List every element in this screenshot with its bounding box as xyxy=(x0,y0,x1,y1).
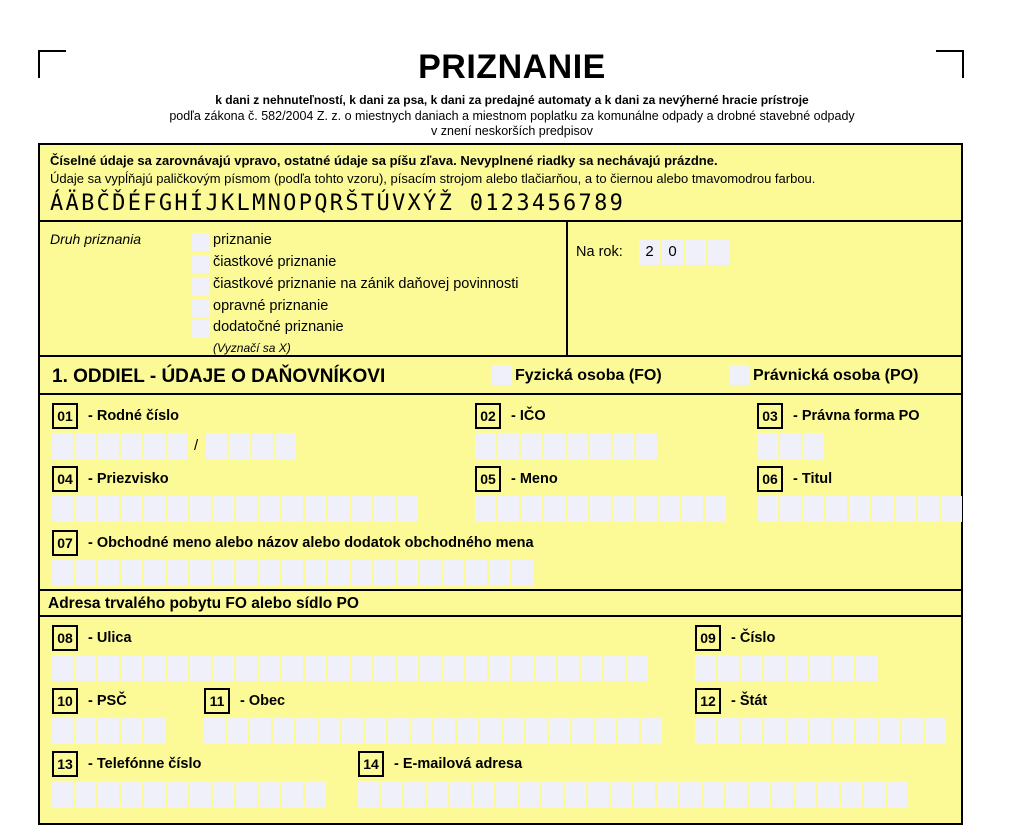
character-cell[interactable] xyxy=(397,560,418,586)
character-cell[interactable] xyxy=(810,718,831,744)
character-cell[interactable] xyxy=(420,655,441,681)
character-cell[interactable] xyxy=(121,433,142,459)
character-cell[interactable] xyxy=(496,781,517,807)
field-number-03: 03 xyxy=(757,403,783,429)
character-cell[interactable] xyxy=(475,496,496,522)
character-cell[interactable] xyxy=(305,781,326,807)
field-number-07: 07 xyxy=(52,530,78,556)
postal-code-label: - PSČ xyxy=(88,693,127,709)
character-cell[interactable] xyxy=(52,496,73,522)
character-cell[interactable] xyxy=(833,718,854,744)
declaration-option-label: čiastkové priznanie xyxy=(213,254,337,270)
character-cell[interactable] xyxy=(144,781,165,807)
legal-form-label: - Právna forma PO xyxy=(793,408,920,424)
character-cell[interactable] xyxy=(144,655,165,681)
character-cell[interactable] xyxy=(144,718,165,744)
ico-input[interactable] xyxy=(475,433,659,459)
character-cell[interactable] xyxy=(849,496,870,522)
character-cell[interactable] xyxy=(427,781,448,807)
character-cell[interactable] xyxy=(475,433,496,459)
character-cell[interactable] xyxy=(75,560,96,586)
field-number-14: 14 xyxy=(358,751,384,777)
form-title: PRIZNANIE xyxy=(418,48,606,86)
first-name-input[interactable] xyxy=(475,496,728,522)
first-name-label: - Meno xyxy=(511,471,558,487)
character-cell[interactable] xyxy=(259,496,280,522)
address-header xyxy=(38,589,963,617)
character-cell[interactable] xyxy=(121,718,142,744)
character-cell[interactable] xyxy=(98,496,119,522)
character-cell[interactable] xyxy=(328,560,349,586)
character-cell[interactable] xyxy=(818,781,839,807)
birth-number-label: - Rodné číslo xyxy=(88,408,180,424)
character-cell[interactable] xyxy=(236,496,257,522)
character-cell[interactable] xyxy=(466,560,487,586)
character-cell[interactable] xyxy=(229,433,250,459)
character-cell[interactable] xyxy=(826,496,847,522)
character-cell[interactable] xyxy=(872,496,893,522)
natural-person-label: Fyzická osoba (FO) xyxy=(515,367,662,384)
declaration-divider xyxy=(566,222,568,355)
character-cell[interactable] xyxy=(535,655,556,681)
declaration-option-label: opravné priznanie xyxy=(213,298,329,314)
field-number-13: 13 xyxy=(52,751,78,777)
character-cell[interactable] xyxy=(498,496,519,522)
character-cell[interactable] xyxy=(98,655,119,681)
character-cell[interactable] xyxy=(351,560,372,586)
character-cell[interactable] xyxy=(695,718,716,744)
field-number-11: 11 xyxy=(204,688,230,714)
business-name-input[interactable] xyxy=(52,560,535,586)
character-cell[interactable] xyxy=(121,655,142,681)
character-cell[interactable] xyxy=(741,718,762,744)
character-cell[interactable] xyxy=(803,496,824,522)
character-cell[interactable] xyxy=(544,433,565,459)
character-cell[interactable] xyxy=(636,433,657,459)
character-cell[interactable] xyxy=(443,560,464,586)
character-cell[interactable] xyxy=(397,655,418,681)
character-cell[interactable] xyxy=(98,718,119,744)
character-cell[interactable] xyxy=(764,655,785,681)
character-cell[interactable] xyxy=(98,560,119,586)
email-label: - E-mailová adresa xyxy=(394,756,523,772)
character-cell[interactable] xyxy=(52,781,73,807)
character-cell[interactable] xyxy=(489,655,510,681)
municipality-label: - Obec xyxy=(240,693,286,709)
legal-person-label: Právnická osoba (PO) xyxy=(753,367,919,384)
character-cell[interactable] xyxy=(259,781,280,807)
character-cell[interactable] xyxy=(388,718,409,744)
character-cell[interactable] xyxy=(703,781,724,807)
character-cell[interactable] xyxy=(144,433,165,459)
character-cell[interactable] xyxy=(590,496,611,522)
phone-label: - Telefónne číslo xyxy=(88,756,202,772)
character-cell[interactable] xyxy=(544,496,565,522)
title-label: - Titul xyxy=(793,471,833,487)
title-input[interactable] xyxy=(757,496,964,522)
character-cell[interactable] xyxy=(749,781,770,807)
character-cell[interactable] xyxy=(206,433,227,459)
character-cell[interactable] xyxy=(613,433,634,459)
character-cell[interactable] xyxy=(879,718,900,744)
character-cell[interactable] xyxy=(526,718,547,744)
form-subtitle: k dani z nehnuteľností, k dani za psa, k dani za predajné automaty a k dani za nevýherné hracie prístroje xyxy=(215,93,809,107)
character-cell[interactable] xyxy=(319,718,340,744)
character-cell[interactable] xyxy=(519,781,540,807)
character-cell[interactable] xyxy=(641,718,662,744)
instructions-line-1: Číselné údaje sa zarovnávajú vpravo, ostatné údaje sa píšu zľava. Nevyplnené riadky sa nechávajú prázdne. xyxy=(50,153,718,168)
character-cell[interactable] xyxy=(682,496,703,522)
character-cell[interactable] xyxy=(521,496,542,522)
character-cell[interactable] xyxy=(98,433,119,459)
character-cell[interactable] xyxy=(565,781,586,807)
character-cell[interactable] xyxy=(365,718,386,744)
character-cell[interactable] xyxy=(567,496,588,522)
character-cell[interactable] xyxy=(227,718,248,744)
year-digit[interactable] xyxy=(708,239,729,265)
declaration-section xyxy=(38,220,963,357)
character-cell[interactable] xyxy=(787,718,808,744)
legal-form-input[interactable] xyxy=(757,433,826,459)
declaration-option-checkbox[interactable] xyxy=(192,320,210,338)
email-input[interactable] xyxy=(358,781,910,807)
character-cell[interactable] xyxy=(627,655,648,681)
year-digit[interactable] xyxy=(685,239,706,265)
character-cell[interactable] xyxy=(925,718,946,744)
character-cell[interactable] xyxy=(190,560,211,586)
character-cell[interactable] xyxy=(634,781,655,807)
birth-number-part-1-input[interactable] xyxy=(52,433,190,459)
character-cell[interactable] xyxy=(121,781,142,807)
character-cell[interactable] xyxy=(659,496,680,522)
character-cell[interactable] xyxy=(480,718,501,744)
character-cell[interactable] xyxy=(718,655,739,681)
declaration-option-label: dodatočné priznanie xyxy=(213,319,344,335)
character-cell[interactable] xyxy=(52,655,73,681)
surname-input[interactable] xyxy=(52,496,420,522)
field-number-06: 06 xyxy=(757,466,783,492)
character-cell[interactable] xyxy=(512,655,533,681)
house-number-input[interactable] xyxy=(695,655,879,681)
state-label: - Štát xyxy=(731,693,768,709)
character-cell[interactable] xyxy=(98,781,119,807)
field-number-12: 12 xyxy=(695,688,721,714)
character-cell[interactable] xyxy=(780,433,801,459)
character-cell[interactable] xyxy=(856,655,877,681)
birth-number-part-2-input[interactable] xyxy=(206,433,298,459)
character-cell[interactable] xyxy=(167,433,188,459)
form-amendments: v znení neskorších predpisov xyxy=(431,124,593,138)
character-cell[interactable] xyxy=(190,781,211,807)
character-cell[interactable] xyxy=(695,655,716,681)
character-cell[interactable] xyxy=(810,655,831,681)
character-cell[interactable] xyxy=(772,781,793,807)
natural-person-checkbox[interactable] xyxy=(492,365,512,385)
handwriting-sample: ÁÄBČĎÉFGHÍJKLMNOPQRŠTÚVXÝŽ 0123456789 xyxy=(50,191,626,216)
character-cell[interactable] xyxy=(342,718,363,744)
character-cell[interactable] xyxy=(443,655,464,681)
character-cell[interactable] xyxy=(613,496,634,522)
character-cell[interactable] xyxy=(595,718,616,744)
character-cell[interactable] xyxy=(275,433,296,459)
form-law-reference: podľa zákona č. 582/2004 Z. z. o miestnych daniach a miestnom poplatku za komunálne odpady a drobné stavebné odpady xyxy=(169,109,855,123)
character-cell[interactable] xyxy=(296,718,317,744)
declaration-option-checkbox[interactable] xyxy=(192,299,210,317)
instructions-section xyxy=(38,143,963,222)
character-cell[interactable] xyxy=(636,496,657,522)
year-digit[interactable]: 2 xyxy=(639,239,660,265)
character-cell[interactable] xyxy=(250,718,271,744)
character-cell[interactable] xyxy=(466,655,487,681)
field-number-02: 02 xyxy=(475,403,501,429)
character-cell[interactable] xyxy=(204,718,225,744)
legal-person-checkbox[interactable] xyxy=(729,365,749,385)
character-cell[interactable] xyxy=(397,496,418,522)
field-number-10: 10 xyxy=(52,688,78,714)
character-cell[interactable] xyxy=(841,781,862,807)
municipality-input[interactable] xyxy=(204,718,664,744)
character-cell[interactable] xyxy=(167,560,188,586)
character-cell[interactable] xyxy=(618,718,639,744)
character-cell[interactable] xyxy=(611,781,632,807)
character-cell[interactable] xyxy=(572,718,593,744)
character-cell[interactable] xyxy=(680,781,701,807)
street-input[interactable] xyxy=(52,655,650,681)
postal-code-input[interactable] xyxy=(52,718,167,744)
character-cell[interactable] xyxy=(282,781,303,807)
character-cell[interactable] xyxy=(558,655,579,681)
character-cell[interactable] xyxy=(473,781,494,807)
character-cell[interactable] xyxy=(190,496,211,522)
character-cell[interactable] xyxy=(144,496,165,522)
character-cell[interactable] xyxy=(213,560,234,586)
ico-label: - IČO xyxy=(511,408,546,424)
declaration-note: (Vyznačí sa X) xyxy=(213,341,291,355)
character-cell[interactable] xyxy=(213,496,234,522)
character-cell[interactable] xyxy=(902,718,923,744)
character-cell[interactable] xyxy=(549,718,570,744)
character-cell[interactable] xyxy=(588,781,609,807)
character-cell[interactable] xyxy=(590,433,611,459)
character-cell[interactable] xyxy=(498,433,519,459)
character-cell[interactable] xyxy=(52,433,73,459)
character-cell[interactable] xyxy=(351,655,372,681)
character-cell[interactable] xyxy=(259,560,280,586)
birth-number-separator: / xyxy=(194,437,199,454)
character-cell[interactable] xyxy=(542,781,563,807)
character-cell[interactable] xyxy=(236,655,257,681)
character-cell[interactable] xyxy=(420,560,441,586)
character-cell[interactable] xyxy=(833,655,854,681)
character-cell[interactable] xyxy=(489,560,510,586)
character-cell[interactable] xyxy=(75,655,96,681)
character-cell[interactable] xyxy=(726,781,747,807)
street-label: - Ulica xyxy=(88,630,132,646)
character-cell[interactable] xyxy=(803,433,824,459)
character-cell[interactable] xyxy=(512,560,533,586)
field-number-08: 08 xyxy=(52,625,78,651)
character-cell[interactable] xyxy=(895,496,916,522)
year-label: Na rok: xyxy=(576,244,623,260)
character-cell[interactable] xyxy=(757,433,778,459)
character-cell[interactable] xyxy=(918,496,939,522)
surname-label: - Priezvisko xyxy=(88,471,169,487)
character-cell[interactable] xyxy=(236,560,257,586)
field-number-01: 01 xyxy=(52,403,78,429)
business-name-label: - Obchodné meno alebo názov alebo dodatok obchodného mena xyxy=(88,535,534,551)
character-cell[interactable] xyxy=(213,655,234,681)
character-cell[interactable] xyxy=(259,655,280,681)
year-input[interactable] xyxy=(639,239,731,265)
character-cell[interactable] xyxy=(887,781,908,807)
declaration-type-label: Druh priznania xyxy=(50,231,142,247)
taxpayer-fields-section xyxy=(38,393,963,591)
character-cell[interactable] xyxy=(305,560,326,586)
character-cell[interactable] xyxy=(167,781,188,807)
character-cell[interactable] xyxy=(305,496,326,522)
declaration-option-checkbox[interactable] xyxy=(192,255,210,273)
character-cell[interactable] xyxy=(328,496,349,522)
character-cell[interactable] xyxy=(503,718,524,744)
character-cell[interactable] xyxy=(718,718,739,744)
instructions-line-2: Údaje sa vypĺňajú paličkovým písmom (podľa tohto vzoru), písacím strojom alebo tlačiarňou, a to čiernou alebo tmavomodrou farbou. xyxy=(50,171,816,186)
character-cell[interactable] xyxy=(787,655,808,681)
year-digit[interactable]: 0 xyxy=(662,239,683,265)
character-cell[interactable] xyxy=(75,433,96,459)
character-cell[interactable] xyxy=(282,655,303,681)
character-cell[interactable] xyxy=(374,496,395,522)
character-cell[interactable] xyxy=(604,655,625,681)
character-cell[interactable] xyxy=(450,781,471,807)
character-cell[interactable] xyxy=(144,560,165,586)
section-1-header xyxy=(38,355,963,395)
character-cell[interactable] xyxy=(381,781,402,807)
character-cell[interactable] xyxy=(190,655,211,681)
character-cell[interactable] xyxy=(351,496,372,522)
character-cell[interactable] xyxy=(305,655,326,681)
character-cell[interactable] xyxy=(404,781,425,807)
character-cell[interactable] xyxy=(581,655,602,681)
character-cell[interactable] xyxy=(657,781,678,807)
field-number-09: 09 xyxy=(695,625,721,651)
field-number-05: 05 xyxy=(475,466,501,492)
character-cell[interactable] xyxy=(167,496,188,522)
character-cell[interactable] xyxy=(941,496,962,522)
character-cell[interactable] xyxy=(374,560,395,586)
character-cell[interactable] xyxy=(567,433,588,459)
state-input[interactable] xyxy=(695,718,948,744)
character-cell[interactable] xyxy=(795,781,816,807)
section-1-title: 1. ODDIEL - ÚDAJE O DAŇOVNÍKOVI xyxy=(52,366,386,387)
declaration-option-checkbox[interactable] xyxy=(192,233,210,251)
declaration-option-checkbox[interactable] xyxy=(192,277,210,295)
character-cell[interactable] xyxy=(273,718,294,744)
declaration-option-label: priznanie xyxy=(213,232,272,248)
address-fields-section xyxy=(38,615,963,825)
character-cell[interactable] xyxy=(282,496,303,522)
character-cell[interactable] xyxy=(121,560,142,586)
field-number-04: 04 xyxy=(52,466,78,492)
character-cell[interactable] xyxy=(167,655,188,681)
character-cell[interactable] xyxy=(864,781,885,807)
character-cell[interactable] xyxy=(121,496,142,522)
phone-input[interactable] xyxy=(52,781,328,807)
character-cell[interactable] xyxy=(457,718,478,744)
character-cell[interactable] xyxy=(764,718,785,744)
character-cell[interactable] xyxy=(236,781,257,807)
character-cell[interactable] xyxy=(252,433,273,459)
character-cell[interactable] xyxy=(741,655,762,681)
character-cell[interactable] xyxy=(856,718,877,744)
character-cell[interactable] xyxy=(52,560,73,586)
character-cell[interactable] xyxy=(75,781,96,807)
character-cell[interactable] xyxy=(374,655,395,681)
character-cell[interactable] xyxy=(75,718,96,744)
character-cell[interactable] xyxy=(75,496,96,522)
character-cell[interactable] xyxy=(213,781,234,807)
character-cell[interactable] xyxy=(328,655,349,681)
character-cell[interactable] xyxy=(434,718,455,744)
address-title: Adresa trvalého pobytu FO alebo sídlo PO xyxy=(48,595,359,612)
character-cell[interactable] xyxy=(705,496,726,522)
house-number-label: - Číslo xyxy=(731,630,776,646)
character-cell[interactable] xyxy=(282,560,303,586)
character-cell[interactable] xyxy=(521,433,542,459)
character-cell[interactable] xyxy=(411,718,432,744)
declaration-option-label: čiastkové priznanie na zánik daňovej povinnosti xyxy=(213,276,519,292)
character-cell[interactable] xyxy=(52,718,73,744)
character-cell[interactable] xyxy=(780,496,801,522)
character-cell[interactable] xyxy=(757,496,778,522)
character-cell[interactable] xyxy=(358,781,379,807)
